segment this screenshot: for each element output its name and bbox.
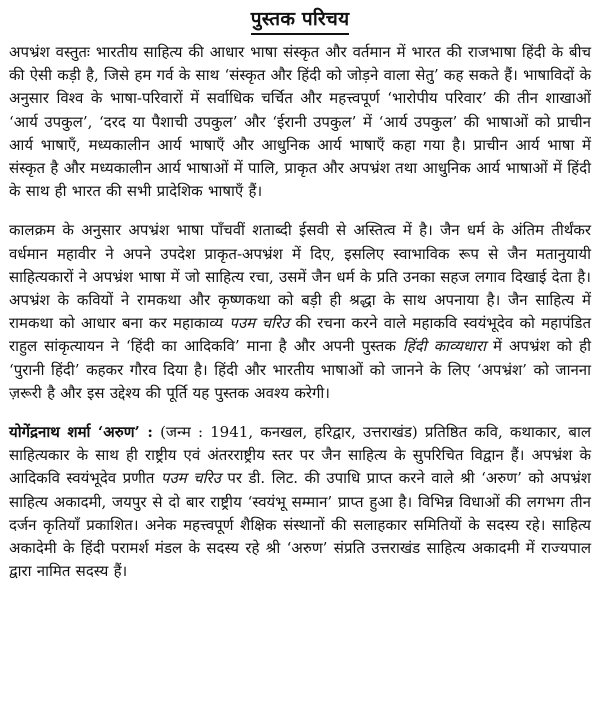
author-bio-part-2: पर डी. लिट. की उपाधि प्राप्त करने वाले श्री ‘अरुण’ को अपभ्रंश साहित्य अकादमी, जयपुर से दो बार राष्ट्रीय ‘स्वयंभू सम्मान’ प्राप्त हुआ है। विभिन्न विधाओं की लगभग तीन दर्जन कृतियाँ प्रकाशित। अनेक महत्त्वपूर्ण शैक्षिक संस्थानों की सलाहकार समितियों के सदस्य रहे। साहित्य अकादेमी के हिंदी परामर्श मंडल के सदस्य रहे श्री ‘अरुण’ संप्रति उत्तराखंड साहित्य अकादमी में राज्यपाल द्वारा नामित सदस्य हैं। bbox=[9, 469, 591, 581]
work-title-paum-chariu: पउम चरिउ bbox=[229, 314, 290, 333]
page-title bbox=[9, 6, 591, 35]
work-title-hindi-kavyadhara: हिंदी काव्यधारा bbox=[402, 337, 486, 356]
work-title-paum-chariu-2: पउम चरिउ bbox=[160, 469, 221, 488]
history-paragraph bbox=[9, 219, 591, 405]
intro-paragraph-text: अपभ्रंश वस्तुतः भारतीय साहित्य की आधार भाषा संस्कृत और वर्तमान में भारत की राजभाषा हिंदी के बीच की ऐसी कड़ी है, जिसे हम गर्व के साथ ‘संस्कृत और हिंदी को जोड़ने वाला सेतु’ कह सकते हैं। भाषाविदों के अनुसार विश्व के भाषा-परिवारों में सर्वाधिक चर्चित और महत्त्वपूर्ण ‘भारोपीय परिवार’ की तीन शाखाओं ‘आर्य उपकुल’, ‘दरद या पैशाची उपकुल’ और ‘ईरानी उपकुल’ में ‘आर्य उपकुल’ की भाषाओं को प्राचीन आर्य भाषाएँ, मध्यकालीन आर्य भाषाएँ और आधुनिक आर्य भाषाएँ कहा गया है। प्राचीन आर्य भाषा में संस्कृत है और मध्यकालीन आर्य भाषाओं में पालि, प्राकृत और अपभ्रंश तथा आधुनिक आर्य भाषाओं में हिंदी के साथ ही भारत की सभी प्रादेशिक भाषाएँ हैं। bbox=[9, 43, 591, 201]
author-bio-part-1: (जन्म : 1941, कनखल, हरिद्वार, उत्तराखंड) प्रतिष्ठित कवि, कथाकार, बाल साहित्यकार के साथ ही राष्ट्रीय एवं अंतरराष्ट्रीय स्तर पर जैन साहित्य के सुपरिचित विद्वान हैं। अपभ्रंश के आदिकवि स्वयंभूदेव प्रणीत bbox=[9, 423, 591, 488]
history-paragraph-part-1: कालक्रम के अनुसार अपभ्रंश भाषा पाँचवीं शताब्दी ईसवी से अस्तित्व में है। जैन धर्म के अंतिम तीर्थंकर वर्धमान महावीर ने अपने उपदेश प्राकृत-अपभ्रंश में दिए, इसलिए स्वाभाविक रूप से जैन मतानुयायी साहित्यकारों ने अपभ्रंश भाषा में जो साहित्य रचा, उसमें जैन धर्म के प्रति उनका सहज लगाव दिखाई देता है। अपभ्रंश के कवियों ने रामकथा और कृष्णकथा को बड़ी ही श्रद्धा के साथ अपनाया है। जैन साहित्य में रामकथा को आधार बना कर महाकाव्य bbox=[9, 221, 591, 333]
page-title-text: पुस्तक परिचय bbox=[251, 6, 350, 35]
intro-paragraph-apabhramsha bbox=[9, 41, 591, 203]
author-bio-paragraph bbox=[9, 421, 591, 583]
history-paragraph-part-3: में अपभ्रंश को ही ‘पुरानी हिंदी’ कहकर गौरव दिया है। हिंदी और भारतीय भाषाओं को जानने के लिए ‘अपभ्रंश’ को जानना ज़रूरी है और इस उद्देश्य की पूर्ति यह पुस्तक अवश्य करेगी। bbox=[9, 337, 591, 402]
author-name: योगेंद्रनाथ शर्मा ‘अरुण’ : bbox=[9, 423, 153, 442]
history-paragraph-part-2: की रचना करने वाले महाकवि स्वयंभूदेव को महापंडित राहुल सांकृत्यायन ने ‘हिंदी का आदिकवि’ माना है और अपनी पुस्तक bbox=[9, 314, 592, 356]
